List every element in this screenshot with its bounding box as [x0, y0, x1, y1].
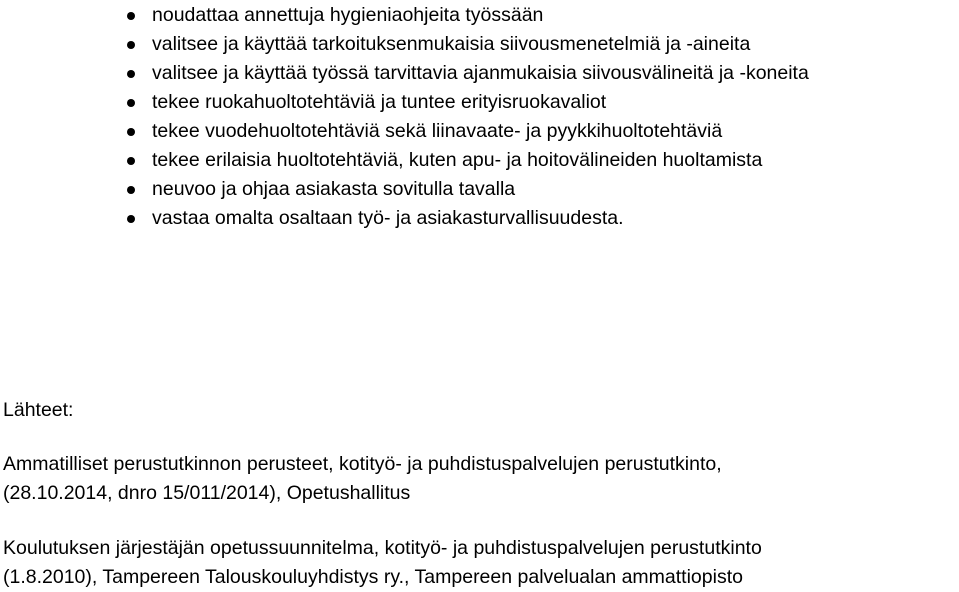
bullet-item	[126, 1, 809, 30]
bullet-text: valitsee ja käyttää työssä tarvittavia ajanmukaisia siivousvälineitä ja -koneita	[152, 62, 809, 84]
bullet-dot-icon	[127, 41, 135, 49]
bullet-dot-icon	[127, 186, 135, 194]
bullet-dot-icon	[127, 157, 135, 165]
source-entry	[3, 534, 762, 592]
bullet-item	[126, 146, 809, 175]
bullet-item	[126, 204, 809, 233]
source-entry	[3, 450, 722, 508]
source-line: Koulutuksen järjestäjän opetussuunnitelma, kotityö- ja puhdistuspalvelujen perustutkinto	[3, 537, 762, 559]
bullet-item	[126, 117, 809, 146]
bullet-text: valitsee ja käyttää tarkoituksenmukaisia siivousmenetelmiä ja -aineita	[152, 33, 751, 55]
bullet-text: tekee erilaisia huoltotehtäviä, kuten apu- ja hoitovälineiden huoltamista	[152, 149, 763, 171]
source-line: (1.8.2010), Tampereen Talouskouluyhdistys ry., Tampereen palvelualan ammattiopisto	[3, 566, 743, 588]
bullet-dot-icon	[127, 128, 135, 136]
bullet-dot-icon	[127, 12, 135, 20]
bullet-text: tekee ruokahuoltotehtäviä ja tuntee erityisruokavaliot	[152, 91, 607, 113]
bullet-text: tekee vuodehuoltotehtäviä sekä liinavaate- ja pyykkihuoltotehtäviä	[152, 120, 723, 142]
bullet-dot-icon	[127, 99, 135, 107]
bullet-item	[126, 30, 809, 59]
bullet-dot-icon	[127, 215, 135, 223]
bullet-item	[126, 175, 809, 204]
bullet-text: neuvoo ja ohjaa asiakasta sovitulla tavalla	[152, 178, 516, 200]
sources-heading: Lähteet:	[3, 399, 74, 421]
competency-bullet-list	[126, 1, 809, 233]
source-line: Ammatilliset perustutkinnon perusteet, kotityö- ja puhdistuspalvelujen perustutkinto,	[3, 453, 722, 475]
bullet-dot-icon	[127, 70, 135, 78]
bullet-text: vastaa omalta osaltaan työ- ja asiakasturvallisuudesta.	[152, 207, 624, 229]
bullet-text: noudattaa annettuja hygieniaohjeita työssään	[152, 4, 544, 26]
bullet-item	[126, 88, 809, 117]
source-line: (28.10.2014, dnro 15/011/2014), Opetushallitus	[3, 482, 411, 504]
bullet-item	[126, 59, 809, 88]
